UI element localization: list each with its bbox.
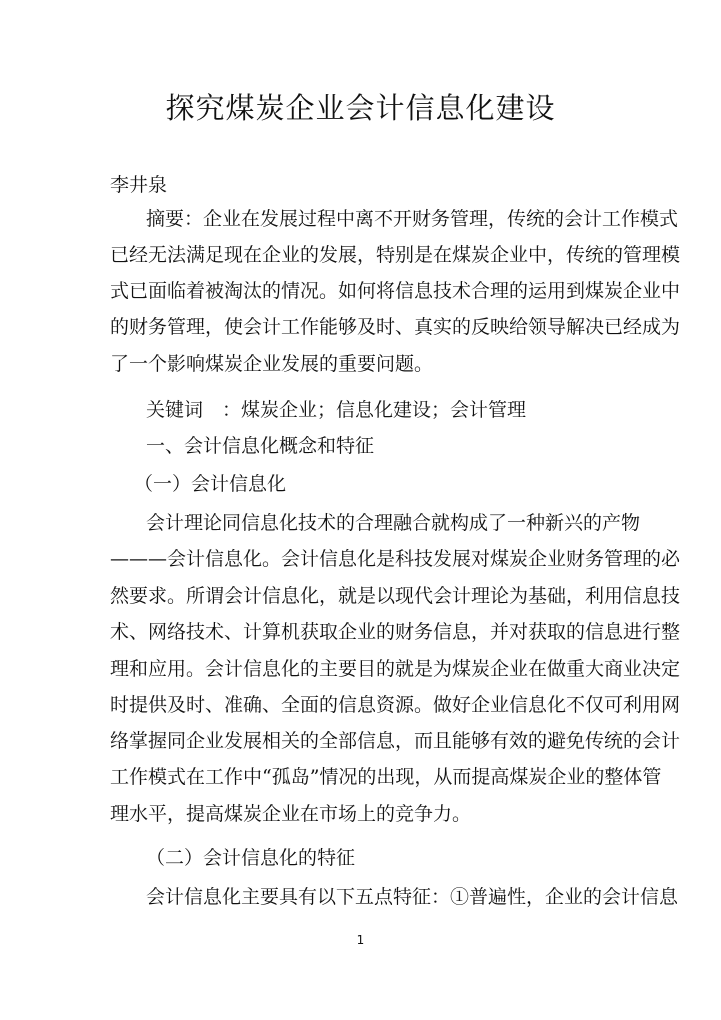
section-heading: 一、会计信息化概念和特征 [146, 435, 375, 457]
subsection-heading: （二）会计信息化的特征 [146, 847, 356, 869]
paragraph-line: 理和应用。会计信息化的主要目的就是为煤炭企业在做重大商业决定 [110, 658, 681, 680]
keywords: 关键词 ：煤炭企业；信息化建设；会计管理 [146, 399, 527, 421]
document-title: 探究煤炭企业会计信息化建设 [165, 91, 556, 125]
paragraph-line: 络掌握同企业发展相关的全部信息，而且能够有效的避免传统的会计 [110, 730, 681, 752]
paragraph-line: 然要求。所谓会计信息化，就是以现代会计理论为基础，利用信息技 [110, 585, 681, 607]
abstract-line: 的财务管理，使会计工作能够及时、真实的反映给领导解决已经成为 [110, 316, 681, 338]
paragraph-line: ———会计信息化。会计信息化是科技发展对煤炭企业财务管理的必 [110, 548, 681, 570]
abstract-line: 已经无法满足现在企业的发展，特别是在煤炭企业中，传统的管理模 [110, 244, 681, 266]
author: 李井泉 [110, 174, 168, 196]
paragraph-line: 会计理论同信息化技术的合理融合就构成了一种新兴的产物 [146, 512, 641, 534]
abstract-line: 式已面临着被淘汰的情况。如何将信息技术合理的运用到煤炭企业中 [110, 280, 681, 302]
abstract-line: 摘要：企业在发展过程中离不开财务管理，传统的会计工作模式 [146, 208, 679, 230]
paragraph-line: 理水平，提高煤炭企业在市场上的竞争力。 [110, 803, 472, 825]
page-number: 1 [356, 933, 365, 947]
paragraph-line: 会计信息化主要具有以下五点特征：①普遍性，企业的会计信息 [146, 886, 679, 908]
abstract-line: 了一个影响煤炭企业发展的重要问题。 [110, 353, 434, 375]
paragraph-line: 时提供及时、准确、全面的信息资源。做好企业信息化不仅可利用网 [110, 694, 681, 716]
paragraph-line: 术、网络技术、计算机获取企业的财务信息，并对获取的信息进行整 [110, 621, 681, 643]
subsection-heading: （一）会计信息化 [134, 473, 287, 495]
paragraph-line: 工作模式在工作中“孤岛”情况的出现，从而提高煤炭企业的整体管 [110, 766, 662, 788]
